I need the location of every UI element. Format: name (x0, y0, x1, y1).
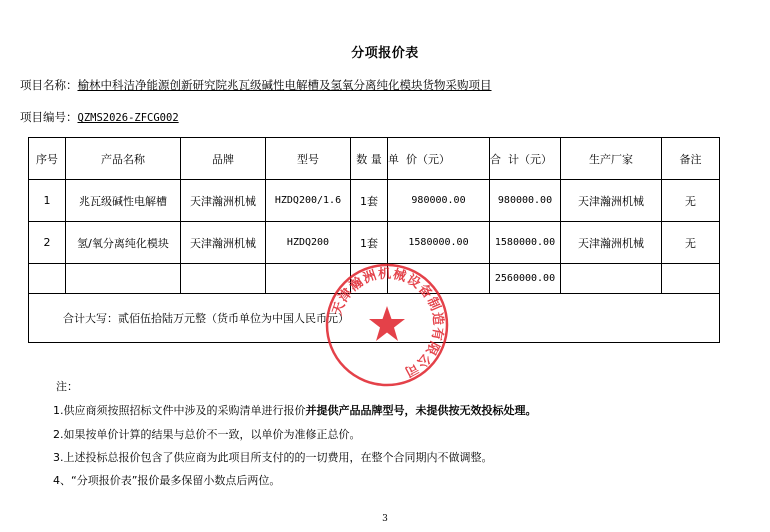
quotation-table (28, 137, 720, 343)
note-item: 2.如果按单价计算的结果与总价不一致，以单价为准修正总价。 (53, 428, 361, 441)
project-name (20, 77, 492, 93)
empty-cell (181, 264, 266, 294)
header-cell: 数 量 (351, 138, 388, 180)
header-cell: 型号 (266, 138, 351, 180)
header-cell: 单 价（元） (388, 138, 490, 180)
note-emphasis: 并提供产品品牌型号，未提供按无效投标处理。 (305, 404, 537, 417)
header-cell: 品牌 (181, 138, 266, 180)
empty-cell (662, 264, 720, 294)
project-number-label: 项目编号： (20, 110, 78, 124)
note-item: 4、“分项报价表”报价最多保留小数点后两位。 (53, 474, 281, 487)
cell-product: 氢/氧分离纯化模块 (66, 222, 181, 264)
notes-heading: 注： (56, 380, 78, 393)
cell-index: 1 (29, 180, 66, 222)
cell-subtotal: 1580000.00 (490, 222, 561, 264)
note-item (53, 402, 537, 418)
empty-cell (351, 264, 388, 294)
project-name-label: 项目名称： (20, 78, 78, 92)
document-title: 分项报价表 (351, 46, 419, 61)
header-cell: 合 计（元） (490, 138, 561, 180)
empty-cell (266, 264, 351, 294)
total-value: 2560000.00 (490, 264, 561, 294)
cell-brand: 天津瀚洲机械 (181, 222, 266, 264)
cell-unit-price: 1580000.00 (388, 222, 490, 264)
cell-manufacturer: 天津瀚洲机械 (561, 180, 662, 222)
total-in-words: 合计大写：贰佰伍拾陆万元整（货币单位为中国人民币元） (29, 294, 720, 343)
empty-cell (66, 264, 181, 294)
cell-index: 2 (29, 222, 66, 264)
cell-quantity: 1套 (351, 222, 388, 264)
header-cell: 序号 (29, 138, 66, 180)
page-number: 3 (382, 514, 388, 524)
note-text: 1.供应商须按照招标文件中涉及的采购清单进行报价 (53, 404, 306, 417)
project-name-value: 榆林中科洁净能源创新研究院兆瓦级碱性电解槽及氢氧分离纯化模块货物采购项目 (77, 78, 492, 92)
total-words-row (29, 294, 720, 343)
table-row (29, 222, 720, 264)
total-row (29, 264, 720, 294)
cell-remark: 无 (662, 222, 720, 264)
header-cell: 生产厂家 (561, 138, 662, 180)
table-row (29, 180, 720, 222)
header-cell: 产品名称 (66, 138, 181, 180)
cell-manufacturer: 天津瀚洲机械 (561, 222, 662, 264)
header-cell: 备注 (662, 138, 720, 180)
project-number-value: QZMS2026-ZFCG002 (77, 112, 179, 124)
empty-cell (561, 264, 662, 294)
cell-remark: 无 (662, 180, 720, 222)
cell-model: HZDQ200 (266, 222, 351, 264)
cell-product: 兆瓦级碱性电解槽 (66, 180, 181, 222)
note-item: 3.上述投标总报价包含了供应商为此项目所支付的的一切费用，在整个合同期内不做调整。 (53, 451, 493, 464)
empty-cell (29, 264, 66, 294)
seal-text: 天津瀚洲机械设备制造有限公司 (329, 266, 446, 380)
project-number (20, 109, 179, 125)
cell-unit-price: 980000.00 (388, 180, 490, 222)
cell-subtotal: 980000.00 (490, 180, 561, 222)
cell-quantity: 1套 (351, 180, 388, 222)
cell-brand: 天津瀚洲机械 (181, 180, 266, 222)
empty-cell (388, 264, 490, 294)
cell-model: HZDQ200/1.6 (266, 180, 351, 222)
table-header-row (29, 138, 720, 180)
